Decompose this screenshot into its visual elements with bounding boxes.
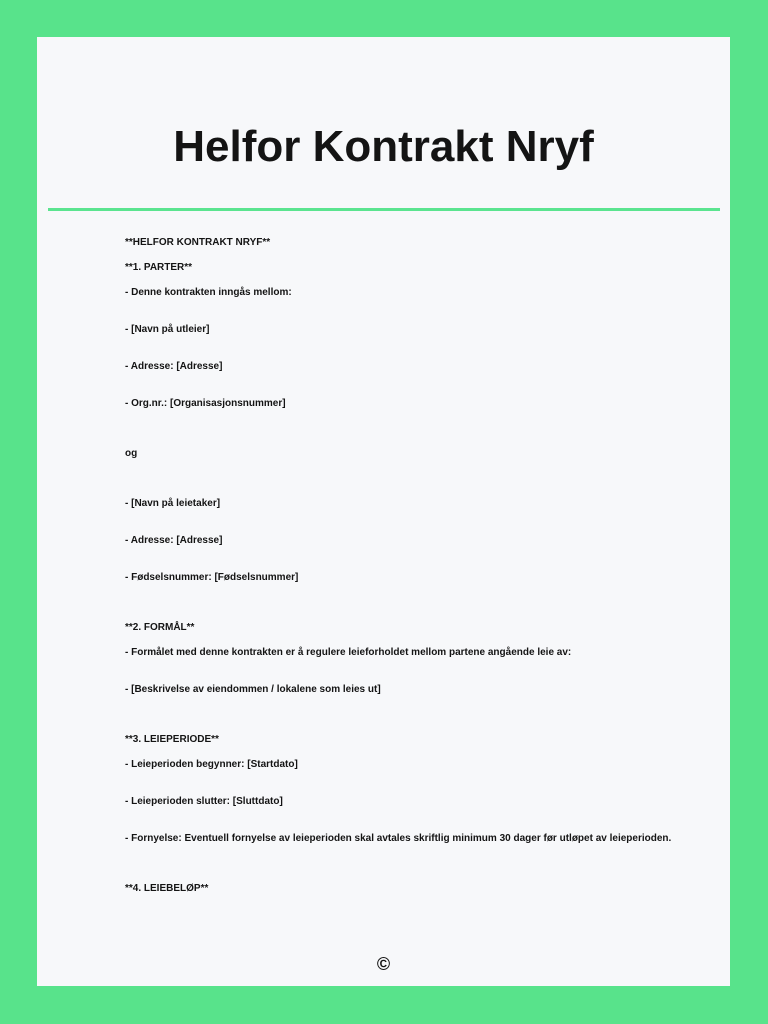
paragraph: - Leieperioden slutter: [Sluttdato] (125, 796, 283, 807)
paragraph: - Fornyelse: Eventuell fornyelse av leieperioden skal avtales skriftlig minimum 30 dager før utløpet av leieperioden. (125, 833, 672, 844)
paragraph: **HELFOR KONTRAKT NRYF** (125, 237, 271, 248)
paragraph: **2. FORMÅL** (125, 622, 195, 633)
page-title: Helfor Kontrakt Nryf (173, 122, 594, 171)
paragraph: - [Navn på utleier] (125, 324, 210, 335)
paragraph: - [Navn på leietaker] (125, 498, 221, 509)
copyright-icon: © (376, 954, 391, 974)
paragraph: - Denne kontrakten inngås mellom: (125, 287, 292, 298)
paragraph: - Org.nr.: [Organisasjonsnummer] (125, 398, 286, 409)
paragraph: - Fødselsnummer: [Fødselsnummer] (125, 572, 299, 583)
paragraph: - Adresse: [Adresse] (125, 535, 223, 546)
paragraph: og (125, 448, 138, 459)
document-body (37, 211, 730, 895)
paragraph: **1. PARTER** (125, 262, 193, 273)
paragraph: **4. LEIEBELØP** (125, 883, 209, 894)
document-page (37, 37, 730, 986)
paragraph: - Leieperioden begynner: [Startdato] (125, 759, 298, 770)
paragraph: - Formålet med denne kontrakten er å regulere leieforholdet mellom partene angående leie av: (125, 647, 572, 658)
paragraph: - [Beskrivelse av eiendommen / lokalene som leies ut] (125, 684, 381, 695)
paragraph: **3. LEIEPERIODE** (125, 734, 219, 745)
paragraph: - Adresse: [Adresse] (125, 361, 223, 372)
